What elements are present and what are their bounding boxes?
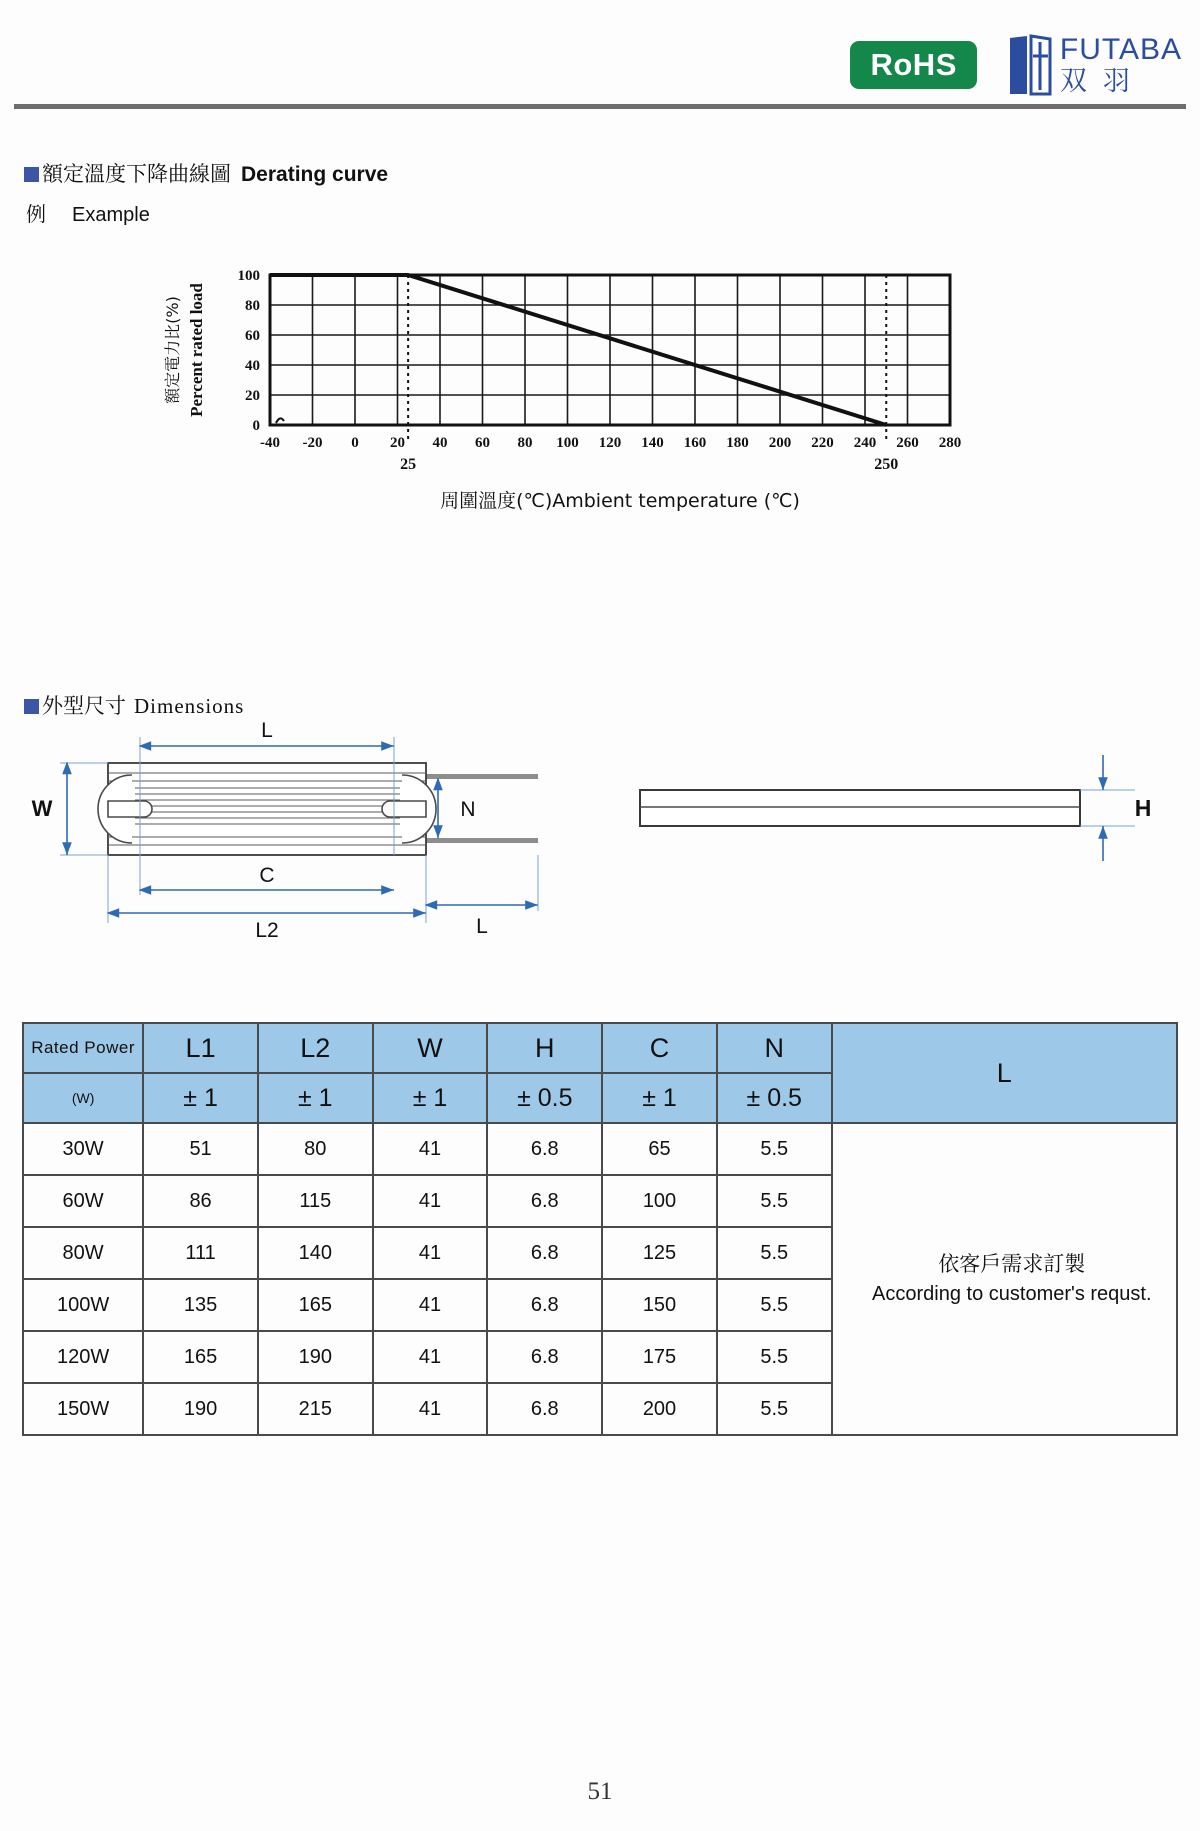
drawing-label-lead-L: L [476, 915, 488, 938]
bullet-square-icon [24, 167, 39, 182]
dimensions-title-cn: 外型尺寸 [42, 694, 126, 718]
cell-H: 6.8 [487, 1279, 602, 1331]
svg-text:100: 100 [556, 435, 579, 451]
cell-power: 60W [23, 1175, 143, 1227]
chart-ylabel-en: Percent rated load [187, 283, 206, 417]
cell-power: 120W [23, 1331, 143, 1383]
svg-text:220: 220 [811, 435, 834, 451]
table-head [23, 1023, 1177, 1123]
page-number: 51 [587, 1778, 613, 1805]
drawing-label-H: H [1134, 795, 1152, 821]
note-en: According to customer's requst. [872, 1282, 1152, 1305]
cell-H: 6.8 [487, 1383, 602, 1435]
cell-L1: 111 [143, 1227, 258, 1279]
svg-text:0: 0 [351, 435, 359, 451]
example-label-cn: 例 [26, 202, 46, 226]
cell-C: 150 [602, 1279, 717, 1331]
futaba-name: FUTABA [1059, 33, 1182, 66]
svg-text:250: 250 [874, 456, 899, 473]
svg-text:240: 240 [853, 435, 877, 451]
svg-text:120: 120 [598, 435, 622, 451]
cell-N: 5.5 [717, 1279, 832, 1331]
header-rated-power-unit: (W) [23, 1073, 143, 1123]
cell-C: 65 [602, 1123, 717, 1175]
derating-title-en: Derating curve [241, 163, 389, 186]
cell-L1: 190 [143, 1383, 258, 1435]
header-col-W: W [373, 1023, 488, 1073]
svg-text:-40: -40 [260, 435, 280, 451]
cell-C: 100 [602, 1175, 717, 1227]
svg-text:0: 0 [252, 418, 260, 434]
rohs-badge: RoHS [850, 41, 976, 89]
chart-xlabel: 周圍溫度(℃)Ambient temperature (℃) [440, 490, 800, 512]
drawing-label-L: L [261, 719, 273, 742]
cell-L1: 86 [143, 1175, 258, 1227]
drawing-label-L2: L2 [255, 919, 279, 942]
header-col-H: H [487, 1023, 602, 1073]
futaba-logo [1007, 34, 1182, 96]
cell-power: 100W [23, 1279, 143, 1331]
header-tol-L1: ± 1 [143, 1073, 258, 1123]
cell-L2: 80 [258, 1123, 373, 1175]
futaba-wordmark [1060, 35, 1182, 95]
derating-title-cn: 額定溫度下降曲線圖 [42, 162, 231, 186]
svg-text:25: 25 [400, 456, 417, 473]
drawing-label-N: N [460, 798, 476, 821]
svg-text:80: 80 [517, 435, 533, 451]
svg-text:60: 60 [475, 435, 490, 451]
dimension-drawing [20, 715, 1180, 945]
logo-group [850, 34, 1182, 96]
cell-N: 5.5 [717, 1383, 832, 1435]
derating-chart [150, 255, 980, 525]
svg-text:160: 160 [683, 435, 707, 451]
futaba-name-cn: 双羽 [1059, 66, 1146, 97]
header-col-L1: L1 [143, 1023, 258, 1073]
cell-L2: 115 [258, 1175, 373, 1227]
cell-lead-length-note [832, 1123, 1177, 1435]
dimensions-table [22, 1022, 1178, 1436]
svg-text:60: 60 [245, 328, 260, 344]
bullet-square-icon-2 [24, 699, 39, 714]
cell-L2: 215 [258, 1383, 373, 1435]
svg-text:260: 260 [896, 435, 919, 451]
svg-text:40: 40 [432, 435, 448, 451]
cell-C: 125 [602, 1227, 717, 1279]
drawing-label-C: C [259, 864, 275, 887]
header-tol-L2: ± 1 [258, 1073, 373, 1123]
table-row [23, 1123, 1177, 1175]
svg-text:20: 20 [390, 435, 405, 451]
cell-H: 6.8 [487, 1331, 602, 1383]
header-col-lead-length: L [832, 1023, 1177, 1123]
cell-L2: 140 [258, 1227, 373, 1279]
cell-power: 80W [23, 1227, 143, 1279]
example-label [26, 198, 150, 227]
cell-N: 5.5 [717, 1175, 832, 1227]
header-tol-C: ± 1 [602, 1073, 717, 1123]
cell-W: 41 [373, 1123, 488, 1175]
svg-text:200: 200 [768, 435, 792, 451]
cell-C: 200 [602, 1383, 717, 1435]
drawing-side-view [640, 755, 1151, 861]
page-header [0, 0, 1200, 120]
cell-L1: 135 [143, 1279, 258, 1331]
header-tol-W: ± 1 [373, 1073, 488, 1123]
note-cn: 依客戶需求訂製 [938, 1252, 1086, 1277]
header-col-N: N [717, 1023, 832, 1073]
cell-power: 30W [23, 1123, 143, 1175]
svg-text:-20: -20 [302, 435, 323, 451]
cell-H: 6.8 [487, 1123, 602, 1175]
cell-H: 6.8 [487, 1227, 602, 1279]
svg-text:100: 100 [237, 268, 260, 284]
table-body [23, 1123, 1177, 1435]
svg-text:280: 280 [938, 435, 962, 451]
cell-W: 41 [373, 1331, 488, 1383]
dimensions-title-en: Dimensions [134, 694, 245, 718]
cell-W: 41 [373, 1383, 488, 1435]
cell-L2: 190 [258, 1331, 373, 1383]
cell-N: 5.5 [717, 1227, 832, 1279]
svg-text:180: 180 [726, 435, 749, 451]
svg-text:20: 20 [245, 388, 260, 404]
header-tol-N: ± 0.5 [717, 1073, 832, 1123]
cell-L1: 165 [143, 1331, 258, 1383]
drawing-label-W: W [31, 796, 53, 821]
cell-L2: 165 [258, 1279, 373, 1331]
cell-W: 41 [373, 1227, 488, 1279]
header-col-C: C [602, 1023, 717, 1073]
example-label-en: Example [72, 204, 150, 226]
cell-C: 175 [602, 1331, 717, 1383]
header-rated-power: Rated Power [23, 1023, 143, 1073]
chart-ylabel-cn: 額定電力比(%) [163, 296, 182, 404]
cell-N: 5.5 [717, 1123, 832, 1175]
header-divider [14, 104, 1186, 109]
cell-H: 6.8 [487, 1175, 602, 1227]
cell-W: 41 [373, 1279, 488, 1331]
cell-W: 41 [373, 1175, 488, 1227]
table-header-row-names [23, 1023, 1177, 1073]
derating-section-title [24, 158, 388, 188]
futaba-mark-icon [1007, 34, 1053, 96]
drawing-top-view [32, 719, 538, 942]
svg-text:40: 40 [245, 358, 260, 374]
header-tol-H: ± 0.5 [487, 1073, 602, 1123]
header-col-L2: L2 [258, 1023, 373, 1073]
cell-N: 5.5 [717, 1331, 832, 1383]
cell-power: 150W [23, 1383, 143, 1435]
svg-text:80: 80 [245, 298, 260, 314]
svg-text:140: 140 [641, 435, 664, 451]
cell-L1: 51 [143, 1123, 258, 1175]
